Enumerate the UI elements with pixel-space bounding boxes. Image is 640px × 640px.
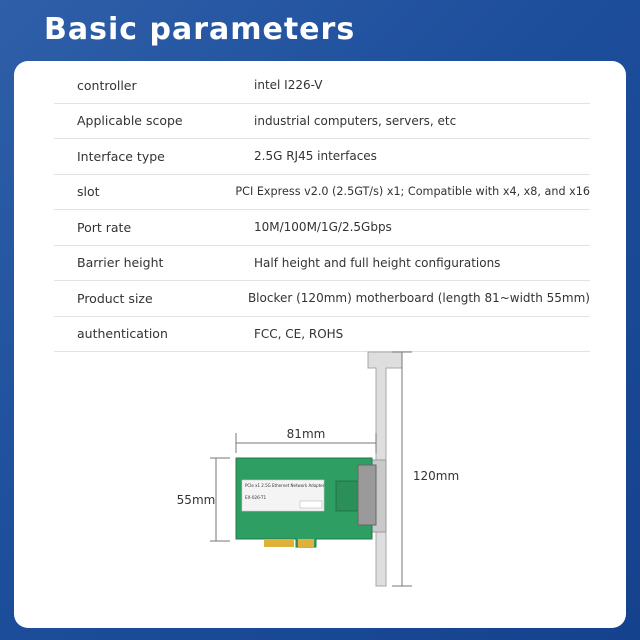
content-panel bbox=[14, 61, 626, 628]
card-dimension-diagram bbox=[14, 61, 626, 628]
bracket-label: 120mm bbox=[412, 469, 460, 483]
spec-value: Half height and full height configurations bbox=[254, 255, 501, 270]
spec-value: Blocker (120mm) motherboard (length 81~width 55mm) bbox=[247, 291, 590, 306]
spec-value: industrial computers, servers, etc bbox=[254, 113, 457, 128]
spec-value: intel I226-V bbox=[254, 78, 323, 93]
height-label: 55mm bbox=[176, 493, 216, 507]
spec-value: 2.5G RJ45 interfaces bbox=[254, 149, 377, 164]
width-label: 81mm bbox=[286, 427, 326, 441]
height-dimension bbox=[177, 458, 230, 541]
spec-label: Port rate bbox=[77, 219, 132, 235]
width-dimension bbox=[236, 427, 376, 453]
spec-label: controller bbox=[77, 77, 137, 93]
card-sticker-text: PCIe x1 2.5G Ethernet Network Adapter bbox=[245, 483, 325, 488]
card-sticker-model: EX-026-T1 bbox=[245, 495, 267, 500]
spec-value: 10M/100M/1G/2.5Gbps bbox=[254, 220, 392, 235]
spec-value: FCC, CE, ROHS bbox=[254, 326, 344, 341]
page-title: Basic parameters bbox=[44, 12, 356, 47]
spec-label: Barrier height bbox=[77, 255, 164, 271]
spec-label: Interface type bbox=[77, 148, 165, 164]
spec-value: PCI Express v2.0 (2.5GT/s) x1; Compatible with x4, x8, and x16 bbox=[235, 185, 590, 199]
network-card-pcb bbox=[236, 458, 376, 547]
bracket-dimension bbox=[392, 352, 459, 586]
spec-label: slot bbox=[77, 184, 100, 200]
spec-label: authentication bbox=[77, 326, 168, 342]
spec-label: Product size bbox=[77, 290, 153, 306]
spec-label: Applicable scope bbox=[77, 113, 183, 129]
